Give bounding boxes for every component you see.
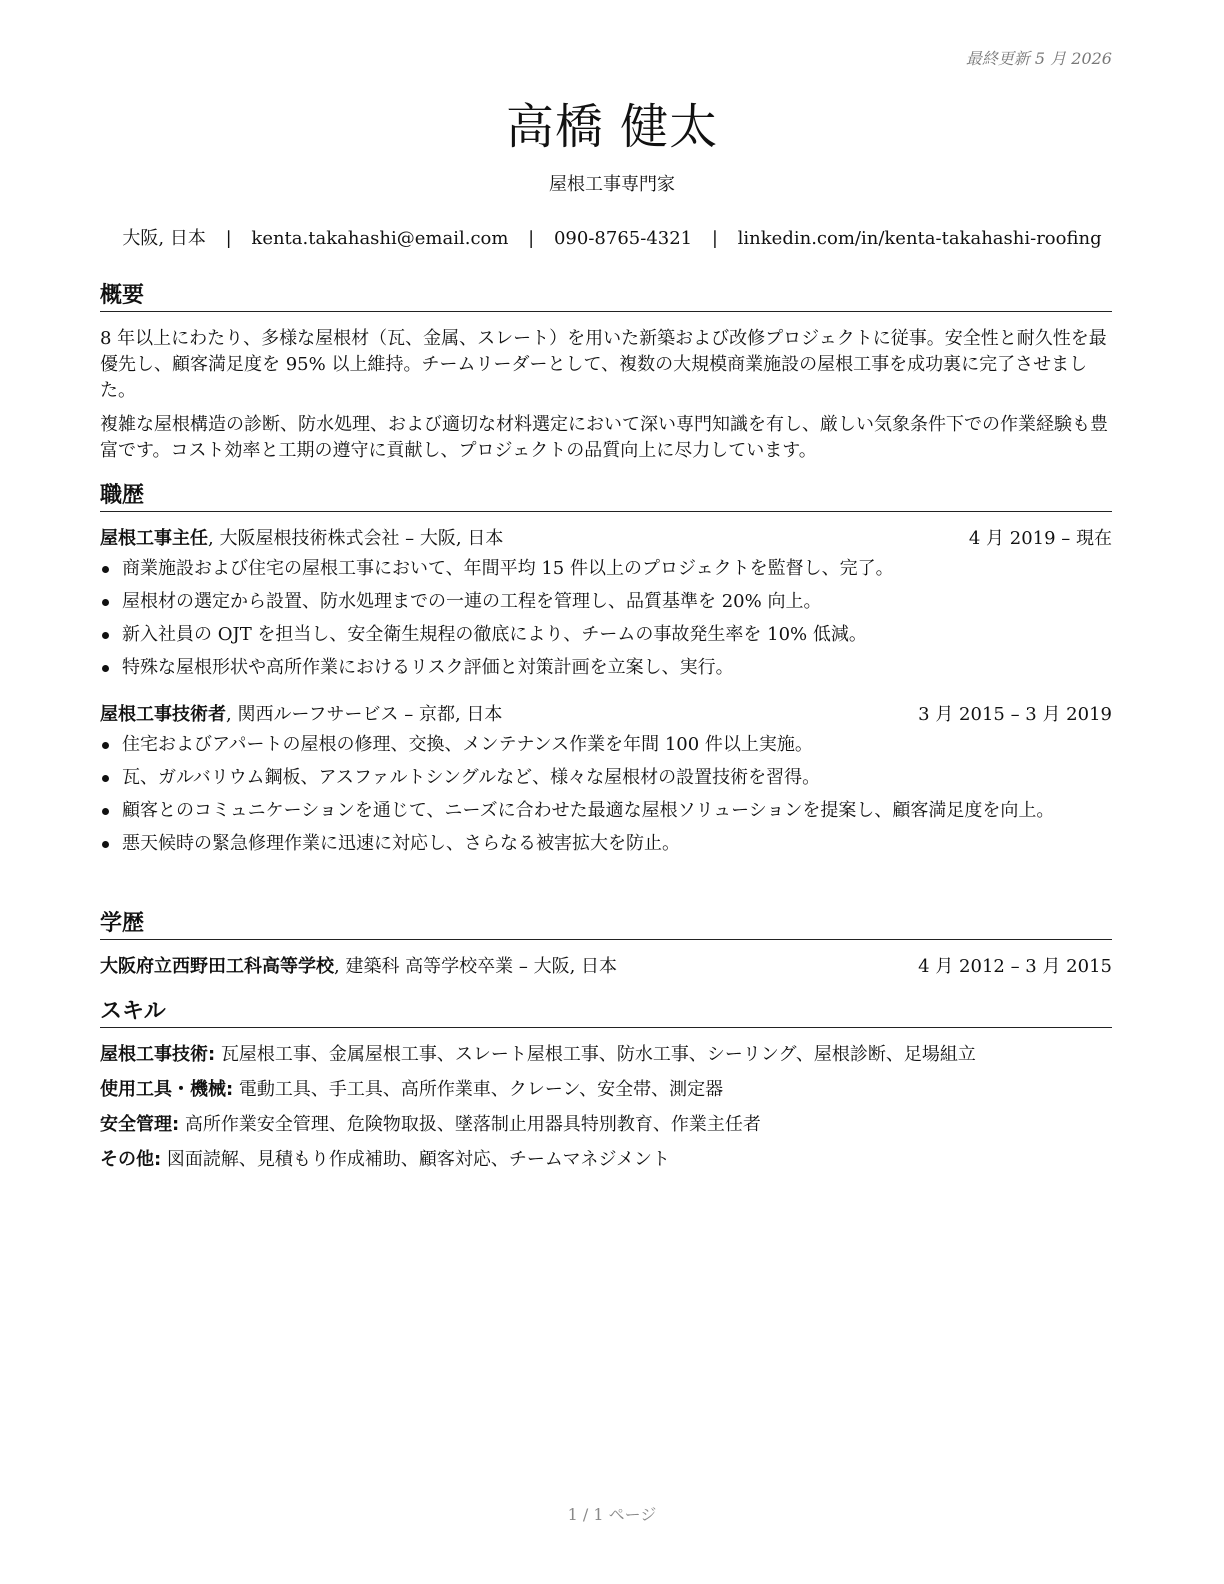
skill-value: 瓦屋根工事、金属屋根工事、スレート屋根工事、防水工事、シーリング、屋根診断、足場組立 [215, 1044, 976, 1065]
list-item [100, 765, 1112, 790]
job-title: 屋根工事専門家 [549, 174, 675, 195]
skill-label: 屋根工事技術: [100, 1044, 216, 1065]
education-entry [100, 954, 1112, 980]
job-dates: 4 月 2019 – 現在 [968, 528, 1112, 549]
skill-row [100, 1147, 1112, 1173]
bullet-icon [102, 632, 109, 639]
list-item [100, 622, 1112, 647]
skill-row [100, 1042, 1112, 1068]
skill-label: 安全管理: [100, 1114, 180, 1135]
contact-email[interactable]: kenta.takahashi@email.com [251, 228, 509, 249]
job-company: , 関西ルーフサービス – 京都, 日本 [226, 704, 503, 725]
bullet-icon [102, 599, 109, 606]
education-section [100, 906, 1112, 980]
bullet-icon [102, 808, 109, 815]
skill-value: 高所作業安全管理、危険物取扱、墜落制止用器具特別教育、作業主任者 [179, 1114, 761, 1135]
list-item [100, 831, 1112, 856]
list-item [100, 589, 1112, 614]
person-name: 高橋 健太 [505, 99, 719, 155]
job-bullets [100, 556, 1112, 680]
bullet-text: 住宅およびアパートの屋根の修理、交換、メンテナンス作業を年間 100 件以上実施。 [122, 734, 813, 755]
bullet-icon [102, 742, 109, 749]
list-item [100, 556, 1112, 581]
experience-heading: 職歴 [100, 478, 1112, 512]
summary-paragraph: 8 年以上にわたり、多様な屋根材（瓦、金属、スレート）を用いた新築および改修プロジェクトに従事。安全性と耐久性を最優先し、顧客満足度を 95% 以上維持。チームリーダーとして、複数の大規模商業施設の屋根工事を成功裏に完了させました。 [100, 328, 1107, 401]
contact-line [0, 224, 1224, 250]
job-header [100, 702, 1112, 728]
bullet-text: 特殊な屋根形状や高所作業におけるリスク評価と対策計画を立案し、実行。 [122, 657, 734, 678]
bullet-text: 瓦、ガルバリウム鋼板、アスファルトシングルなど、様々な屋根材の設置技術を習得。 [122, 767, 821, 788]
skill-row [100, 1077, 1112, 1103]
list-item [100, 732, 1112, 757]
list-item [100, 655, 1112, 680]
bullet-text: 悪天候時の緊急修理作業に迅速に対応し、さらなる被害拡大を防止。 [122, 833, 680, 854]
skill-label: 使用工具・機械: [100, 1079, 234, 1100]
skill-value: 電動工具、手工具、高所作業車、クレーン、安全帯、測定器 [233, 1079, 724, 1100]
contact-separator: | [528, 228, 535, 249]
skill-value: 図面読解、見積もり作成補助、顧客対応、チームマネジメント [161, 1149, 671, 1170]
contact-separator: | [711, 228, 718, 249]
job-role: 屋根工事主任 [100, 528, 208, 549]
contact-separator: | [225, 228, 232, 249]
job-entry [100, 526, 1112, 680]
skills-heading: スキル [100, 994, 1112, 1028]
bullet-icon [102, 775, 109, 782]
job-company: , 大阪屋根技術株式会社 – 大阪, 日本 [208, 528, 504, 549]
bullet-text: 商業施設および住宅の屋根工事において、年間平均 15 件以上のプロジェクトを監督し、完了。 [122, 558, 894, 579]
education-school-detail [100, 954, 617, 980]
skill-row [100, 1112, 1112, 1138]
skills-list [100, 1042, 1112, 1173]
job-dates: 3 月 2015 – 3 月 2019 [918, 704, 1112, 725]
job-entry [100, 702, 1112, 856]
contact-linkedin[interactable]: linkedin.com/in/kenta-takahashi-roofing [737, 228, 1102, 249]
education-detail: , 建築科 高等学校卒業 – 大阪, 日本 [334, 956, 618, 977]
last-updated: 最終更新 5 月 2026 [965, 49, 1112, 68]
job-header [100, 526, 1112, 552]
skills-section [100, 994, 1112, 1182]
bullet-text: 顧客とのコミュニケーションを通じて、ニーズに合わせた最適な屋根ソリューションを提案し、顧客満足度を向上。 [122, 800, 1055, 821]
job-role: 屋根工事技術者 [100, 704, 226, 725]
bullet-text: 屋根材の選定から設置、防水処理までの一連の工程を管理し、品質基準を 20% 向上。 [122, 591, 822, 612]
job-role-company [100, 702, 502, 728]
bullet-text: 新入社員の OJT を担当し、安全衛生規程の徹底により、チームの事故発生率を 10% 低減。 [122, 624, 867, 645]
summary-heading: 概要 [100, 278, 1112, 312]
skill-label: その他: [100, 1149, 162, 1170]
experience-section [100, 478, 1112, 864]
summary-section [100, 278, 1112, 464]
page-indicator: 1 / 1 ページ [567, 1505, 657, 1524]
summary-paragraph: 複雑な屋根構造の診断、防水処理、および適切な材料選定において深い専門知識を有し、厳しい気象条件下での作業経験も豊富です。コスト効率と工期の遵守に貢献し、プロジェクトの品質向上に尽力しています。 [100, 414, 1108, 461]
bullet-icon [102, 841, 109, 848]
education-dates: 4 月 2012 – 3 月 2015 [918, 956, 1112, 977]
contact-phone: 090-8765-4321 [553, 228, 693, 249]
contact-location: 大阪, 日本 [122, 228, 206, 249]
bullet-icon [102, 566, 109, 573]
job-bullets [100, 732, 1112, 856]
list-item [100, 798, 1112, 823]
education-school: 大阪府立西野田工科高等学校 [100, 956, 334, 977]
education-heading: 学歴 [100, 906, 1112, 940]
job-role-company [100, 526, 503, 552]
bullet-icon [102, 665, 109, 672]
